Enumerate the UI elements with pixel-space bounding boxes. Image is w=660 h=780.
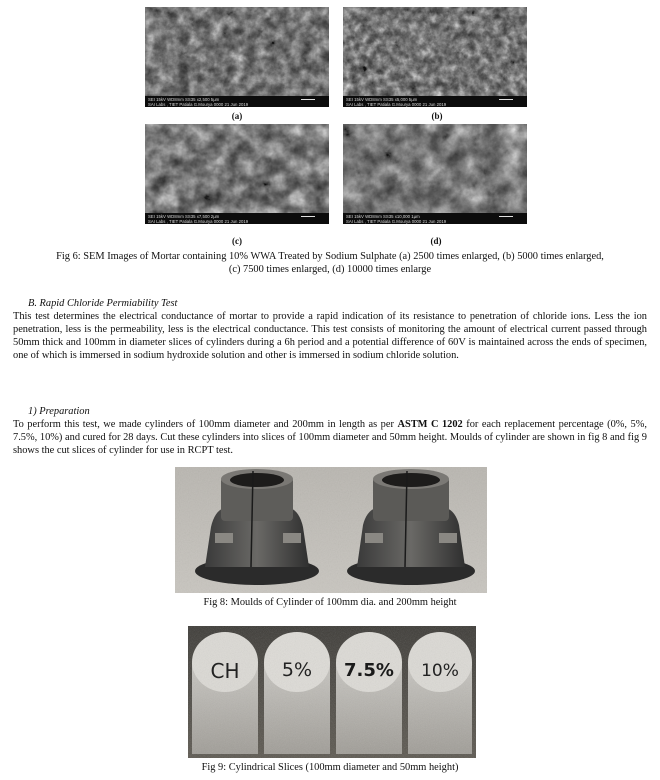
sem-image-a — [145, 7, 329, 107]
sublabel-c: (c) — [232, 236, 242, 246]
section-b-heading: B. Rapid Chloride Permiability Test — [28, 298, 178, 309]
sem-info-bar: SEI 15kV WD8mm SS35 x2,500 5µm SAI Labs , TIET Patiala G.Mourya 0000 21 Jun 2019 — [145, 96, 329, 107]
sublabel-d: (d) — [430, 236, 442, 246]
slice-label-ch: CH — [210, 659, 240, 683]
sem-info-bar: SEI 15kV WD8mm SS35 x10,000 1µm SAI Labs , TIET Patiala G.Mourya 0000 21 Jun 2019 — [343, 213, 527, 224]
moulds-photo — [175, 467, 487, 593]
slice-label-10: 10% — [421, 661, 459, 681]
section-b-paragraph: This test determines the electrical conductance of mortar to provide a rapid indication of its resistance to penetration of chloride ions. Less the ion penetration, less is the permeability, less is the electrical conductance. This test consists of monitoring the amount of electrical current passed through 50mm thick and 100mm in diameter slices of cylinders during a 6h period and a potential difference of 60V is maintained across the ends of specimen, one of which is immersed in sodium hydroxide solution and other is immersed in sodium chloride solution. — [13, 311, 647, 361]
preparation-heading: 1) Preparation — [28, 406, 90, 417]
astm-standard: ASTM C 1202 — [397, 419, 463, 430]
slice-label-5: 5% — [281, 659, 313, 681]
sem-image-d — [343, 124, 527, 224]
sem-image-b — [343, 7, 527, 107]
sem-image-c — [145, 124, 329, 224]
preparation-paragraph: To perform this test, we made cylinders of 100mm diameter and 200mm in length as per ASTM C 1202 for each replacement percentage (0%, 5%, 7.5%, 10%) and cured for 28 days. Cut these cylinders into slices of 100mm diameter and 50mm height. Moulds of cylinder are shown in fig 8 and fig 9 shows the cut slices of cylinder for use in RCPT test. — [13, 419, 647, 456]
sem-texture-d — [343, 124, 527, 224]
figure6-caption: Fig 6: SEM Images of Mortar containing 10% WWA Treated by Sodium Sulphate (a) 2500 times enlarged, (b) 5000 times enlarged, (c) 7500 times enlarged, (d) 10000 times enlarge — [56, 251, 604, 275]
sem-info-bar: SEI 15kV WD8mm SS35 x7,500 2µm SAI Labs , TIET Patiala G.Mourya 0000 21 Jun 2019 — [145, 213, 329, 224]
figure9-caption: Fig 9: Cylindrical Slices (100mm diameter and 50mm height) — [201, 762, 459, 773]
slice-label-7-5: 7.5% — [344, 660, 394, 681]
sem-info-bar: SEI 15kV WD8mm SS35 x5,000 5µm SAI Labs , TIET Patiala G.Mourya 0000 21 Jun 2019 — [343, 96, 527, 107]
slices-photo — [188, 626, 476, 758]
sublabel-b: (b) — [431, 111, 443, 121]
sem-texture-a — [145, 7, 329, 107]
sublabel-a: (a) — [231, 111, 243, 121]
sem-texture-c — [145, 124, 329, 224]
sem-texture-b — [343, 7, 527, 107]
figure8-caption: Fig 8: Moulds of Cylinder of 100mm dia. and 200mm height — [203, 597, 457, 608]
